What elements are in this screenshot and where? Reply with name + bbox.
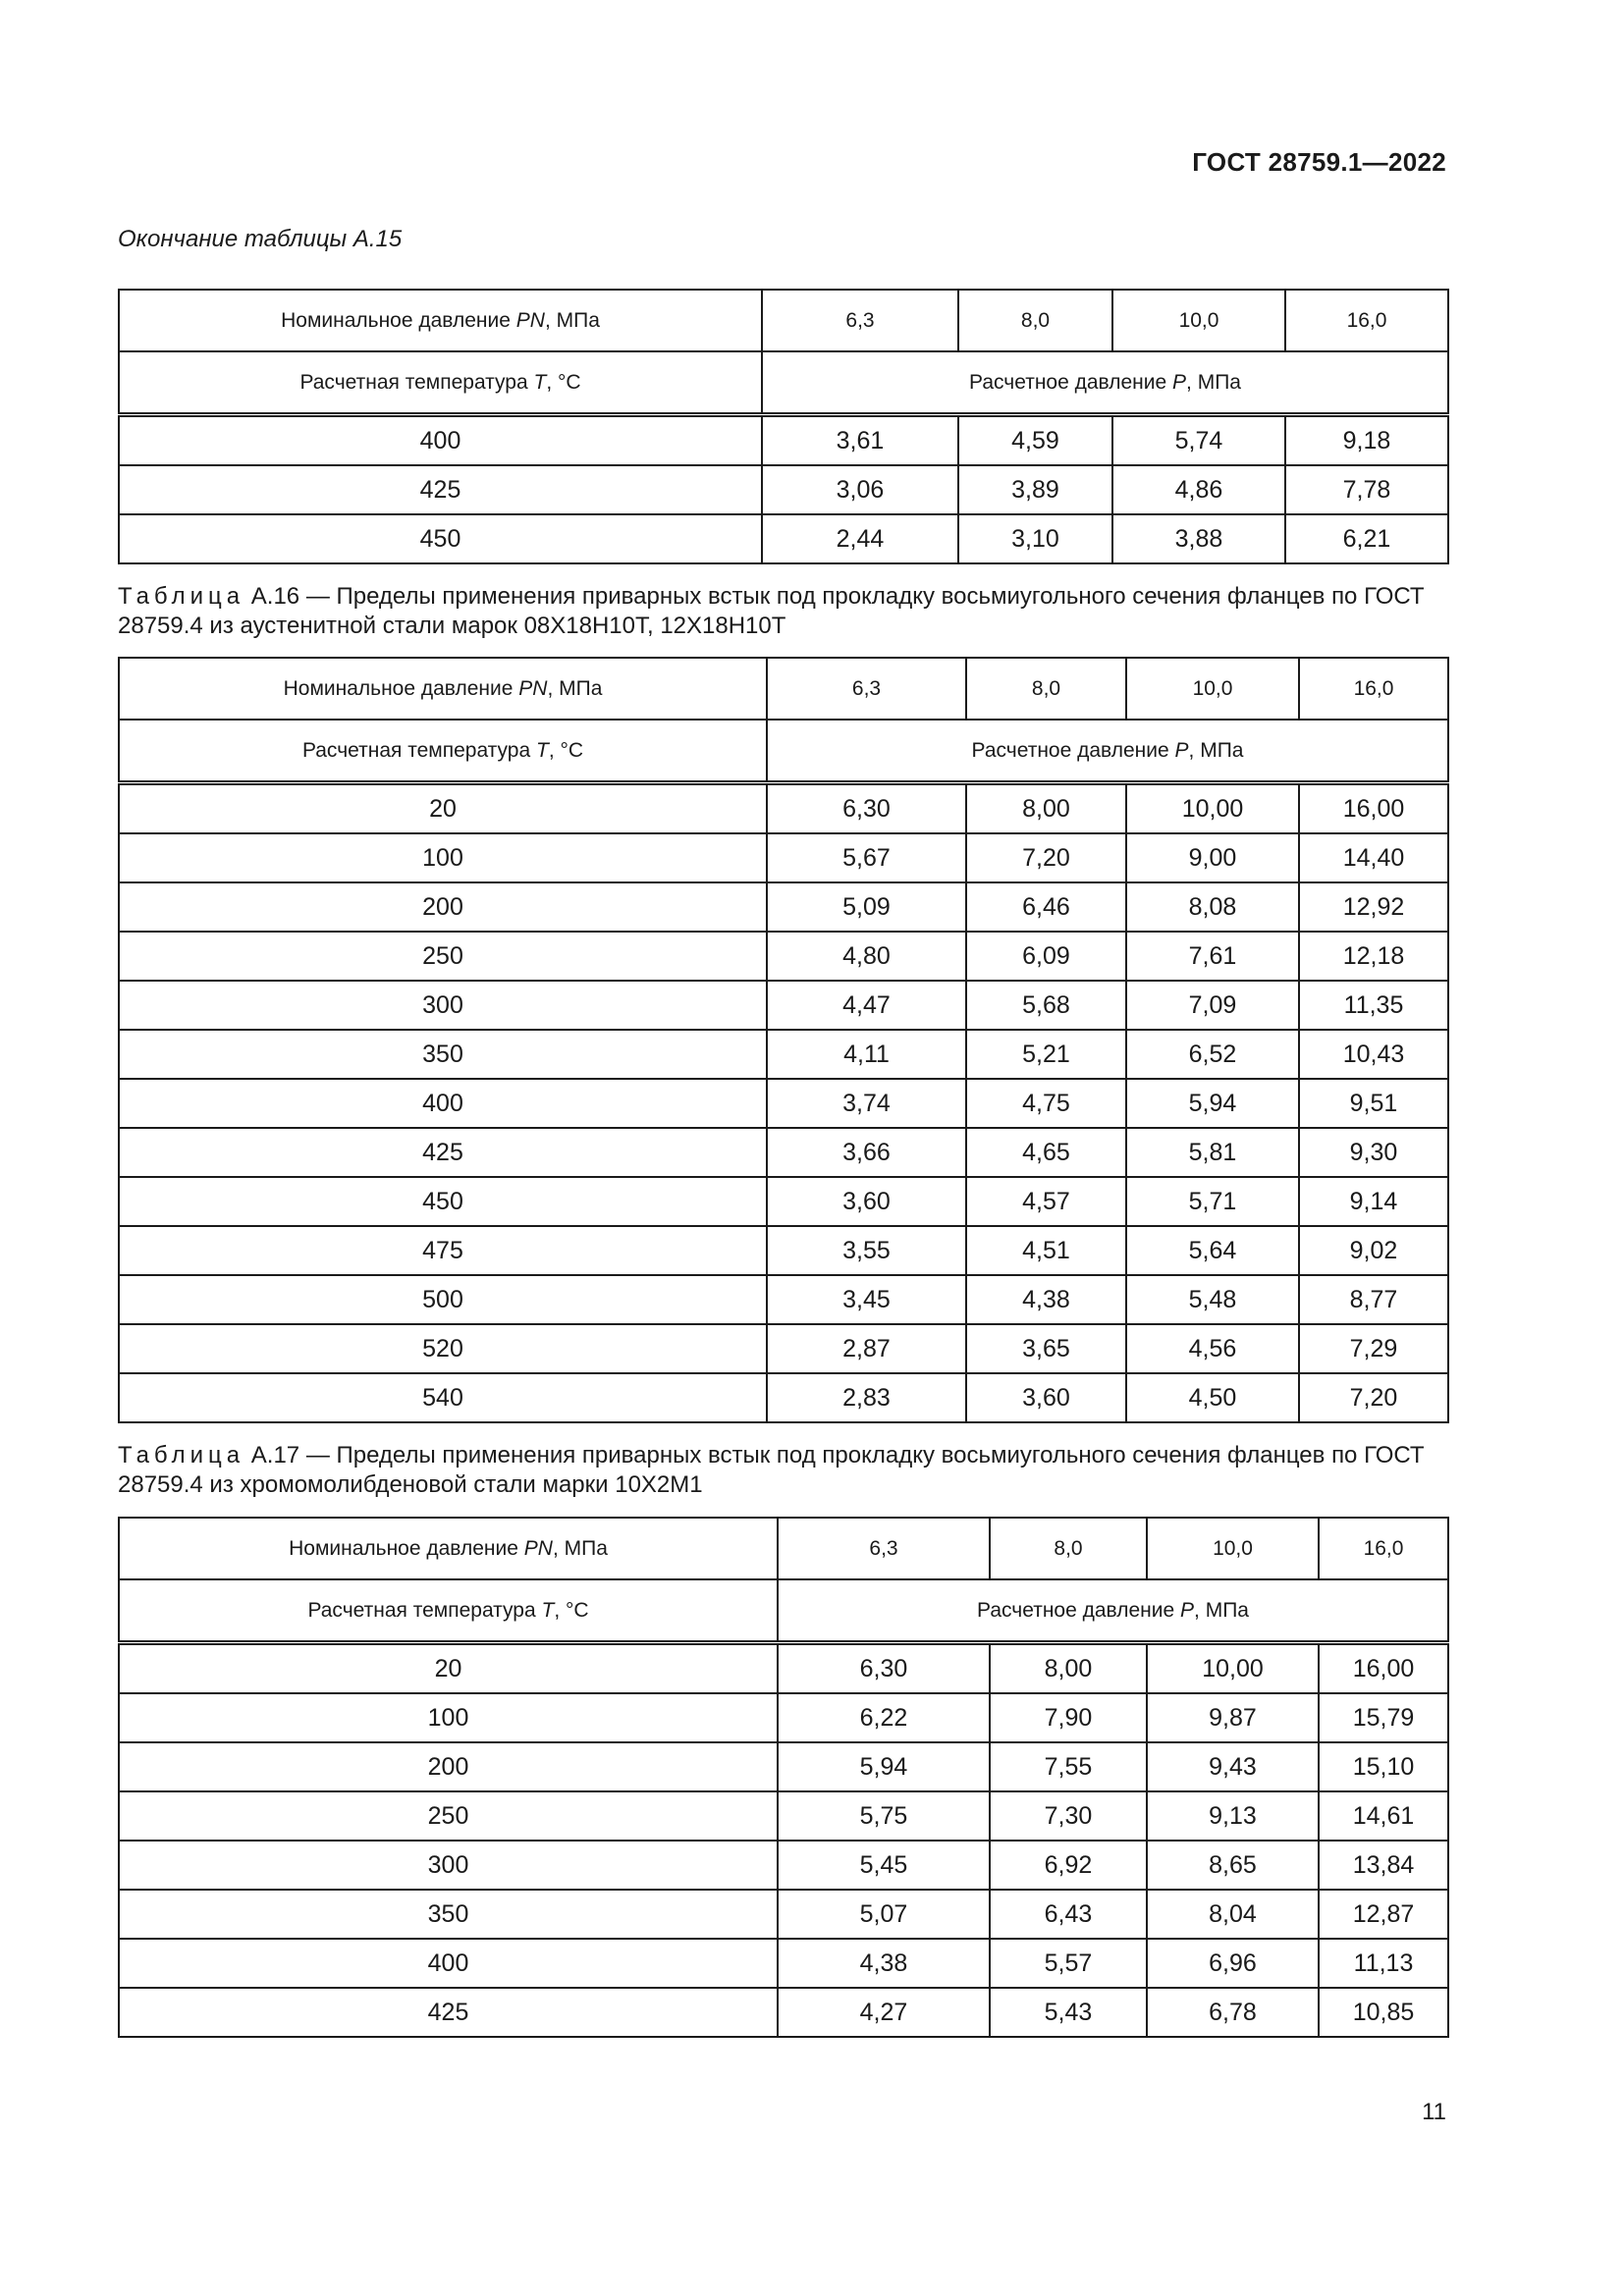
temperature-cell: 200	[119, 1742, 778, 1791]
pressure-cell: 5,74	[1112, 415, 1285, 466]
table-row	[119, 1079, 1448, 1128]
pressure-cell: 9,02	[1299, 1226, 1448, 1275]
pressure-cell: 5,09	[767, 882, 966, 932]
table-row	[119, 1841, 1448, 1890]
pressure-cell: 5,43	[990, 1988, 1147, 2037]
temperature-cell: 100	[119, 1693, 778, 1742]
pressure-cell: 5,48	[1126, 1275, 1299, 1324]
pressure-cell: 7,09	[1126, 981, 1299, 1030]
table-row	[119, 1693, 1448, 1742]
table-row	[119, 1128, 1448, 1177]
pressure-cell: 4,65	[966, 1128, 1126, 1177]
pressure-cell: 9,43	[1147, 1742, 1319, 1791]
pn-header-cell: Номинальное давление PN, МПа	[119, 290, 762, 351]
table-row	[119, 1275, 1448, 1324]
table-a17-caption: Таблица А.17 — Пределы применения приварных встык под прокладку восьмиугольного сечения фланцев по ГОСТ 28759.4 из хромомолибденовой стали марки 10Х2М1	[118, 1442, 1425, 1498]
pressure-cell: 8,65	[1147, 1841, 1319, 1890]
table-row	[119, 932, 1448, 981]
temperature-cell: 20	[119, 1643, 778, 1694]
temperature-cell: 520	[119, 1324, 767, 1373]
pressure-cell: 3,66	[767, 1128, 966, 1177]
page-number: 11	[1422, 2099, 1446, 2125]
pressure-cell: 11,13	[1319, 1939, 1448, 1988]
pressure-cell: 3,60	[767, 1177, 966, 1226]
table-row	[119, 1226, 1448, 1275]
pressure-cell: 7,78	[1285, 465, 1448, 514]
pressure-cell: 6,30	[778, 1643, 990, 1694]
pressure-cell: 12,87	[1319, 1890, 1448, 1939]
pressure-cell: 14,40	[1299, 833, 1448, 882]
pn-value-cell: 16,0	[1319, 1518, 1448, 1579]
pressure-cell: 9,30	[1299, 1128, 1448, 1177]
pressure-cell: 5,07	[778, 1890, 990, 1939]
pressure-cell: 5,71	[1126, 1177, 1299, 1226]
pressure-cell: 4,38	[778, 1939, 990, 1988]
pressure-cell: 4,56	[1126, 1324, 1299, 1373]
table-row	[119, 882, 1448, 932]
pressure-cell: 3,60	[966, 1373, 1126, 1422]
pressure-cell: 6,78	[1147, 1988, 1319, 2037]
table-row	[119, 1324, 1448, 1373]
pressure-cell: 6,30	[767, 783, 966, 834]
temperature-cell: 250	[119, 1791, 778, 1841]
pressure-cell: 10,85	[1319, 1988, 1448, 2037]
pressure-cell: 6,21	[1285, 514, 1448, 563]
pressure-cell: 16,00	[1319, 1643, 1448, 1694]
table-row	[119, 1988, 1448, 2037]
pressure-cell: 2,83	[767, 1373, 966, 1422]
pressure-cell: 6,43	[990, 1890, 1147, 1939]
pressure-cell: 3,10	[958, 514, 1112, 563]
table-row	[119, 415, 1448, 466]
table-row	[119, 981, 1448, 1030]
pressure-cell: 9,87	[1147, 1693, 1319, 1742]
pressure-cell: 4,57	[966, 1177, 1126, 1226]
pressure-cell: 9,51	[1299, 1079, 1448, 1128]
table-row	[119, 1742, 1448, 1791]
pressure-cell: 2,44	[762, 514, 958, 563]
pressure-cell: 8,08	[1126, 882, 1299, 932]
temperature-cell: 425	[119, 1988, 778, 2037]
pressure-cell: 9,00	[1126, 833, 1299, 882]
pressure-cell: 2,87	[767, 1324, 966, 1373]
temperature-cell: 450	[119, 1177, 767, 1226]
table-a16	[118, 657, 1449, 1423]
pressure-cell: 5,75	[778, 1791, 990, 1841]
pressure-header-cell: Расчетное давление P, МПа	[762, 351, 1448, 415]
pressure-cell: 4,80	[767, 932, 966, 981]
table-row	[119, 783, 1448, 834]
pressure-cell: 4,38	[966, 1275, 1126, 1324]
pressure-cell: 8,00	[990, 1643, 1147, 1694]
pressure-cell: 4,50	[1126, 1373, 1299, 1422]
temperature-cell: 350	[119, 1890, 778, 1939]
pn-value-cell: 8,0	[958, 290, 1112, 351]
temperature-cell: 350	[119, 1030, 767, 1079]
table-row	[119, 1030, 1448, 1079]
pressure-cell: 10,43	[1299, 1030, 1448, 1079]
pressure-cell: 4,27	[778, 1988, 990, 2037]
pressure-cell: 5,21	[966, 1030, 1126, 1079]
temperature-cell: 450	[119, 514, 762, 563]
pressure-cell: 12,92	[1299, 882, 1448, 932]
pn-value-cell: 10,0	[1147, 1518, 1319, 1579]
pressure-cell: 3,61	[762, 415, 958, 466]
temperature-cell: 250	[119, 932, 767, 981]
table-row	[119, 1890, 1448, 1939]
pressure-cell: 5,94	[1126, 1079, 1299, 1128]
pressure-cell: 5,45	[778, 1841, 990, 1890]
table-row	[119, 1643, 1448, 1694]
temperature-cell: 425	[119, 1128, 767, 1177]
temperature-header-cell: Расчетная температура T, °С	[119, 720, 767, 783]
temperature-cell: 200	[119, 882, 767, 932]
pressure-cell: 7,90	[990, 1693, 1147, 1742]
pressure-cell: 9,14	[1299, 1177, 1448, 1226]
pressure-cell: 4,51	[966, 1226, 1126, 1275]
pressure-cell: 6,52	[1126, 1030, 1299, 1079]
pressure-cell: 3,06	[762, 465, 958, 514]
pressure-cell: 12,18	[1299, 932, 1448, 981]
pressure-cell: 7,20	[966, 833, 1126, 882]
pressure-cell: 7,30	[990, 1791, 1147, 1841]
pressure-cell: 9,18	[1285, 415, 1448, 466]
pn-header-cell: Номинальное давление PN, МПа	[119, 658, 767, 720]
pn-value-cell: 8,0	[966, 658, 1126, 720]
pn-value-cell: 6,3	[762, 290, 958, 351]
pn-value-cell: 10,0	[1126, 658, 1299, 720]
pressure-cell: 8,77	[1299, 1275, 1448, 1324]
temperature-cell: 400	[119, 415, 762, 466]
pressure-cell: 7,29	[1299, 1324, 1448, 1373]
pressure-cell: 9,13	[1147, 1791, 1319, 1841]
pressure-header-cell: Расчетное давление P, МПа	[767, 720, 1448, 783]
table-row	[119, 1177, 1448, 1226]
pressure-cell: 6,92	[990, 1841, 1147, 1890]
pressure-cell: 5,81	[1126, 1128, 1299, 1177]
pressure-cell: 5,64	[1126, 1226, 1299, 1275]
pressure-cell: 3,74	[767, 1079, 966, 1128]
pn-value-cell: 8,0	[990, 1518, 1147, 1579]
pressure-cell: 16,00	[1299, 783, 1448, 834]
pressure-cell: 3,89	[958, 465, 1112, 514]
pn-value-cell: 6,3	[767, 658, 966, 720]
pressure-cell: 11,35	[1299, 981, 1448, 1030]
table-a17	[118, 1517, 1449, 2038]
pn-header-cell: Номинальное давление PN, МПа	[119, 1518, 778, 1579]
pressure-cell: 4,11	[767, 1030, 966, 1079]
table-row	[119, 833, 1448, 882]
pressure-cell: 10,00	[1147, 1643, 1319, 1694]
pn-value-cell: 16,0	[1299, 658, 1448, 720]
table-a16-caption: Таблица А.16 — Пределы применения приварных встык под прокладку восьмиугольного сечения фланцев по ГОСТ 28759.4 из аустенитной стали марок 08Х18Н10Т, 12Х18Н10Т	[118, 583, 1425, 639]
pressure-cell: 14,61	[1319, 1791, 1448, 1841]
temperature-cell: 475	[119, 1226, 767, 1275]
pressure-cell: 6,46	[966, 882, 1126, 932]
pressure-cell: 6,22	[778, 1693, 990, 1742]
pressure-cell: 5,57	[990, 1939, 1147, 1988]
pressure-cell: 3,55	[767, 1226, 966, 1275]
pressure-cell: 4,59	[958, 415, 1112, 466]
table-continuation-label: Окончание таблицы А.15	[118, 226, 403, 252]
pressure-cell: 15,79	[1319, 1693, 1448, 1742]
pn-value-cell: 16,0	[1285, 290, 1448, 351]
temperature-cell: 400	[119, 1939, 778, 1988]
pressure-cell: 7,61	[1126, 932, 1299, 981]
temperature-cell: 425	[119, 465, 762, 514]
pressure-cell: 8,00	[966, 783, 1126, 834]
pressure-cell: 7,55	[990, 1742, 1147, 1791]
pressure-cell: 4,86	[1112, 465, 1285, 514]
pn-value-cell: 6,3	[778, 1518, 990, 1579]
temperature-cell: 20	[119, 783, 767, 834]
pressure-cell: 5,67	[767, 833, 966, 882]
temperature-cell: 400	[119, 1079, 767, 1128]
table-row	[119, 1791, 1448, 1841]
pressure-cell: 4,47	[767, 981, 966, 1030]
table-row	[119, 514, 1448, 563]
pressure-cell: 7,20	[1299, 1373, 1448, 1422]
table-row	[119, 1373, 1448, 1422]
pressure-cell: 3,45	[767, 1275, 966, 1324]
pressure-cell: 5,94	[778, 1742, 990, 1791]
table-a15-end	[118, 289, 1449, 564]
pressure-cell: 3,88	[1112, 514, 1285, 563]
temperature-cell: 540	[119, 1373, 767, 1422]
pressure-cell: 6,96	[1147, 1939, 1319, 1988]
pressure-cell: 3,65	[966, 1324, 1126, 1373]
pressure-cell: 10,00	[1126, 783, 1299, 834]
pn-value-cell: 10,0	[1112, 290, 1285, 351]
temperature-cell: 100	[119, 833, 767, 882]
document-id: ГОСТ 28759.1—2022	[1192, 147, 1446, 177]
pressure-cell: 13,84	[1319, 1841, 1448, 1890]
temperature-header-cell: Расчетная температура T, °С	[119, 1579, 778, 1643]
temperature-cell: 500	[119, 1275, 767, 1324]
temperature-cell: 300	[119, 1841, 778, 1890]
pressure-cell: 6,09	[966, 932, 1126, 981]
table-row	[119, 1939, 1448, 1988]
pressure-cell: 4,75	[966, 1079, 1126, 1128]
pressure-cell: 8,04	[1147, 1890, 1319, 1939]
temperature-cell: 300	[119, 981, 767, 1030]
pressure-cell: 15,10	[1319, 1742, 1448, 1791]
table-row	[119, 465, 1448, 514]
pressure-header-cell: Расчетное давление P, МПа	[778, 1579, 1448, 1643]
pressure-cell: 5,68	[966, 981, 1126, 1030]
temperature-header-cell: Расчетная температура T, °С	[119, 351, 762, 415]
